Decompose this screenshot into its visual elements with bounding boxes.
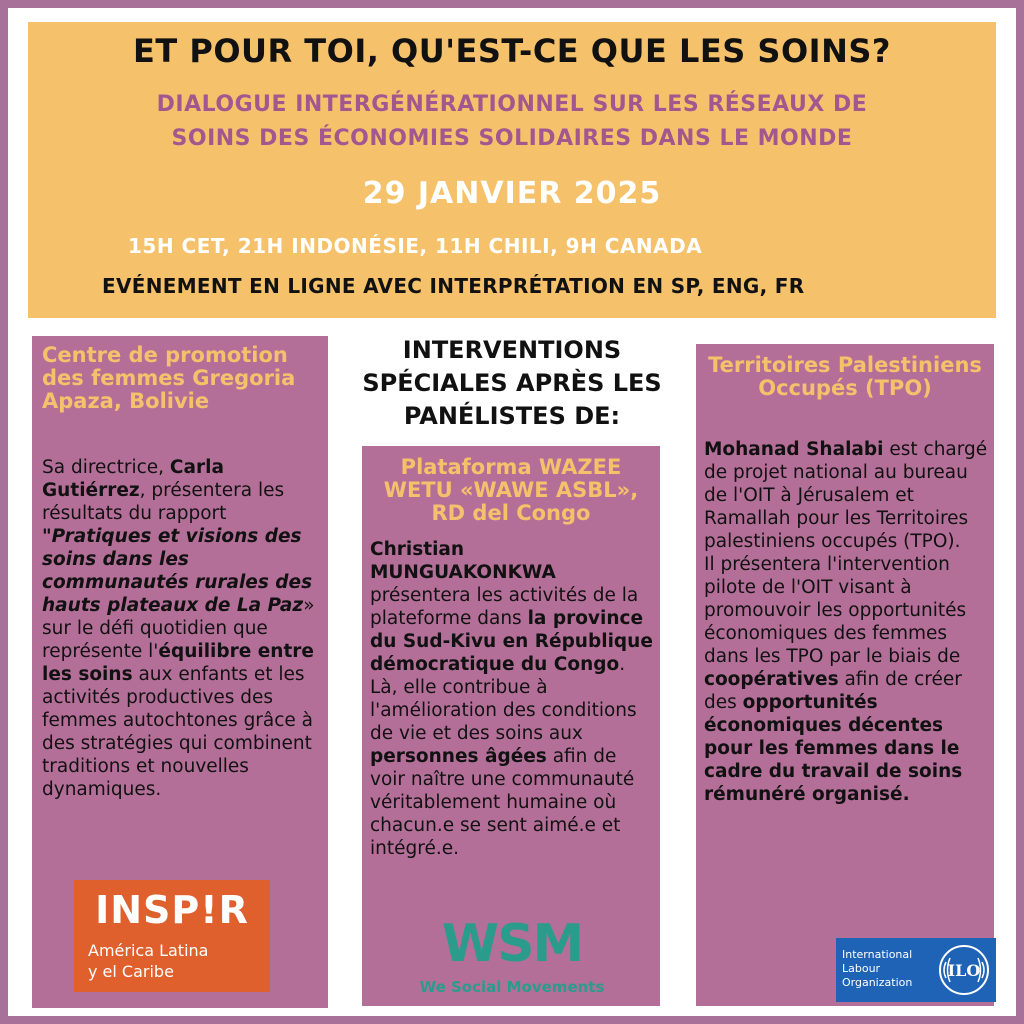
inspir-region: [88, 940, 208, 982]
ilo-line: Labour: [842, 962, 881, 975]
body-text: , présentera les résultats du rapport: [42, 480, 285, 524]
wsm-logo: [404, 914, 620, 1000]
body-text: afin de voir naître une communauté véritablement humaine où chacun.e se sent aimé.e et intégré.e.: [370, 746, 635, 859]
highlight-text: équilibre entre les soins: [42, 641, 314, 685]
ilo-logo: [836, 938, 996, 1002]
speaker-name: Carla Gutiérrez: [42, 457, 224, 501]
highlight-text: opportunités économiques décentes pour les femmes dans le cadre du travail de soins rémunéré organisé.: [704, 692, 963, 805]
highlight-text: personnes âgées: [370, 746, 547, 767]
inspir-region-line: América Latina: [88, 941, 209, 960]
panel-title: Territoires Palestiniens Occupés (TPO): [708, 353, 982, 400]
body-text: est chargé de projet national au bureau de l'OIT à Jérusalem et Ramallah pour les Territoires palestiniens occupés (TPO).: [704, 439, 988, 552]
interventions-heading: [330, 334, 694, 433]
report-title: "Pratiques et visions des soins dans les communautés rurales des hauts plateaux de La Paz: [42, 526, 313, 616]
body-text: » sur le défi quotidien que représente l': [42, 595, 315, 662]
body-text: aux enfants et les activités productives des femmes autochtones grâce à des stratégies qui combinent traditions et nouvelles dynamiques.: [42, 664, 314, 800]
panel-title: Centre de promotion des femmes Gregoria Apaza, Bolivie: [42, 343, 296, 413]
poster-subtitle: [28, 88, 996, 156]
subtitle-line: SOINS DES ÉCONOMIES SOLIDAIRES DANS LE MONDE: [171, 126, 853, 151]
inspir-region-line: y el Caribe: [88, 962, 174, 981]
highlight-text: la province du Sud-Kivu en République démocratique du Congo: [370, 608, 653, 675]
header-banner: [28, 22, 996, 318]
panel-body: [42, 456, 324, 801]
ilo-line: International: [842, 948, 913, 961]
panel-tpo: [696, 344, 994, 1006]
event-times: 15H CET, 21H INDONÉSIE, 11H CHILI, 9H CANADA: [128, 234, 703, 258]
event-date: 29 JANVIER 2025: [362, 176, 662, 211]
ilo-wordmark: [842, 948, 912, 990]
panel-title: Plataforma WAZEE WETU «WAWE ASBL», RD del Congo: [383, 455, 639, 525]
heading-line: PANÉLISTES DE:: [403, 402, 621, 430]
wsm-tagline: We Social Movements: [419, 978, 605, 996]
heading-line: SPÉCIALES APRÈS LES: [362, 369, 662, 397]
wsm-wordmark: WSM: [441, 914, 583, 974]
heading-line: INTERVENTIONS: [402, 336, 622, 364]
body-text: Sa directrice,: [42, 457, 170, 478]
speaker-name: Mohanad Shalabi: [704, 439, 884, 460]
inspir-wordmark: INSP!R: [95, 888, 249, 932]
poster-title: ET POUR TOI, QU'EST-CE QUE LES SOINS?: [133, 32, 891, 70]
panel-body: [704, 438, 992, 806]
highlight-text: coopératives: [704, 669, 839, 690]
body-text: afin de créer des: [704, 669, 962, 713]
subtitle-line: DIALOGUE INTERGÉNÉRATIONNEL SUR LES RÉSEAUX DE: [156, 92, 868, 117]
speaker-name: Christian MUNGUAKONKWA: [370, 539, 556, 583]
body-text: Il présentera l'intervention pilote de l'OIT visant à promouvoir les opportunités économiques des femmes dans les TPO par le biais de: [704, 554, 967, 667]
event-format: EVÉNEMENT EN LIGNE AVEC INTERPRÉTATION EN SP, ENG, FR: [102, 274, 805, 298]
ilo-emblem-text: ILO: [947, 961, 981, 980]
panel-body: [370, 538, 656, 860]
ilo-line: Organization: [842, 976, 913, 989]
ilo-emblem-icon: [936, 942, 992, 998]
inspir-logo: [74, 880, 270, 992]
body-text: . Là, elle contribue à l'amélioration des conditions de vie et des soins aux: [370, 654, 637, 744]
body-text: présentera les activités de la plateforme dans: [370, 585, 639, 629]
